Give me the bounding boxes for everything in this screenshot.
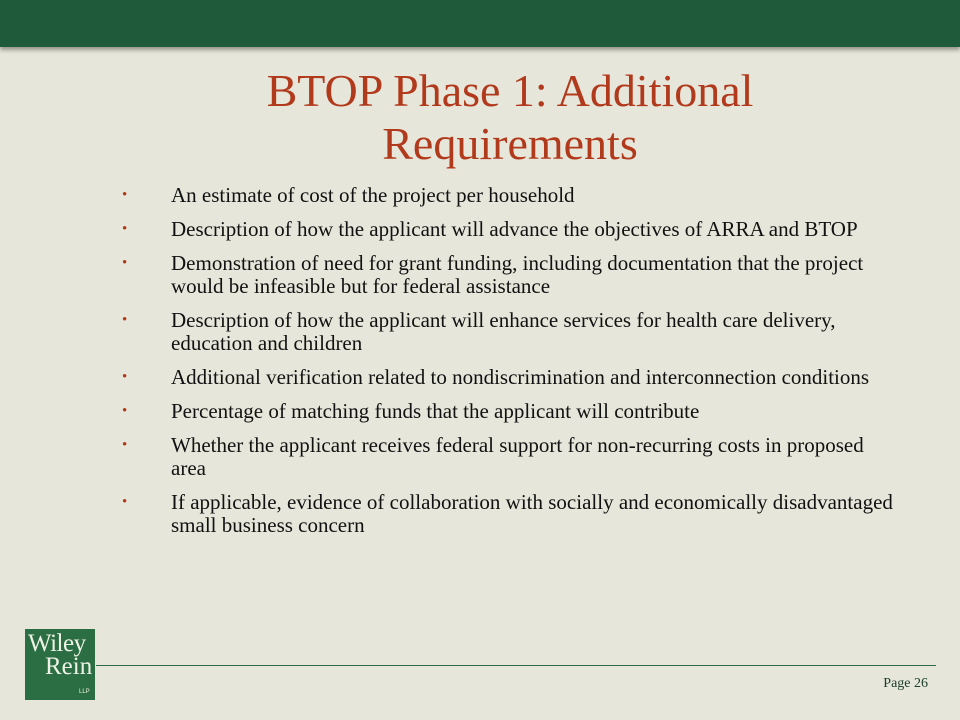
- bullet-text: Percentage of matching funds that the applicant will contribute: [171, 399, 700, 423]
- logo-text-rein: Rein: [45, 653, 93, 680]
- bullet-item: [120, 184, 900, 207]
- bullet-text: Demonstration of need for grant funding, including documentation that the project would be infeasible but for federal assistance: [171, 251, 864, 298]
- bullet-text: Additional verification related to nondiscrimination and interconnection conditions: [171, 365, 870, 389]
- slide-title: [60, 64, 960, 170]
- bullet-item: [120, 400, 900, 423]
- bullet-item: [120, 491, 900, 537]
- bullet-text: If applicable, evidence of collaboration with socially and economically disadvantaged small business concern: [171, 490, 893, 537]
- bullet-icon: •: [122, 437, 128, 453]
- bullet-icon: •: [122, 221, 128, 237]
- logo-text-wiley: Wiley: [28, 630, 86, 657]
- bullet-item: [120, 434, 900, 480]
- logo-text-llp: LLP: [79, 689, 90, 695]
- bullet-item: [120, 366, 900, 389]
- bullet-icon: •: [122, 255, 128, 271]
- bullet-text: Whether the applicant receives federal support for non-recurring costs in proposed area: [171, 433, 864, 480]
- bullet-text: An estimate of cost of the project per household: [171, 183, 575, 207]
- footer-divider: [96, 665, 936, 666]
- bullet-list: [120, 184, 900, 548]
- bullet-text: Description of how the applicant will advance the objectives of ARRA and BTOP: [171, 217, 858, 241]
- bullet-item: [120, 218, 900, 241]
- bullet-item: [120, 252, 900, 298]
- bullet-text: Description of how the applicant will enhance services for health care delivery, education and children: [171, 308, 836, 355]
- header-bar: [0, 0, 960, 47]
- bullet-icon: •: [122, 369, 128, 385]
- bullet-icon: •: [122, 494, 128, 510]
- slide-title-line-1: BTOP Phase 1: Additional: [266, 65, 754, 116]
- bullet-icon: •: [122, 312, 128, 328]
- bullet-icon: •: [122, 187, 128, 203]
- page-number: Page 26: [883, 676, 928, 691]
- bullet-icon: •: [122, 403, 128, 419]
- bullet-item: [120, 309, 900, 355]
- wiley-rein-logo: [25, 629, 95, 700]
- slide-title-line-2: Requirements: [382, 118, 638, 169]
